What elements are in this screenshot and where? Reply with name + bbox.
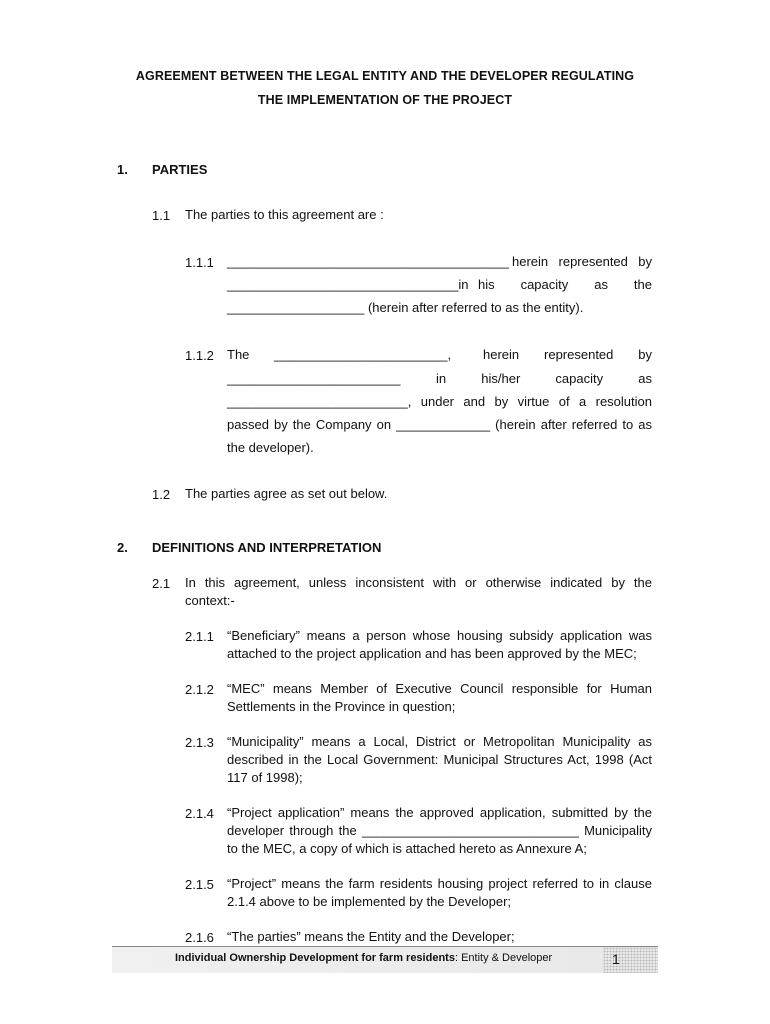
clause-1-1-1-number: 1.1.1: [185, 255, 214, 270]
clause-1-1-1-blank-2: ________________________________in: [227, 277, 469, 292]
clause-2-1-3-text-2: described in the Local Government: Municipal Structures Act, 1998 (Act: [227, 752, 652, 767]
section-1-heading: PARTIES: [152, 162, 208, 177]
clause-2-1-6-text-1: “The parties” means the Entity and the Developer;: [227, 929, 515, 944]
clause-2-1-3-text-1: “Municipality” means a Local, District or Metropolitan Municipality as: [227, 734, 652, 749]
clause-2-1-2-number: 2.1.2: [185, 682, 214, 697]
clause-1-1-2-blank-1: ________________________,: [274, 347, 452, 362]
clause-2-1-1-text-2: attached to the project application and has been approved by the MEC;: [227, 646, 637, 661]
clause-2-1-5-number: 2.1.5: [185, 877, 214, 892]
footer-title-bold: Individual Ownership Development for farm residents: [175, 952, 455, 964]
clause-1-2-number: 1.2: [152, 487, 171, 502]
clause-2-1-2-text-2: Settlements in the Province in question;: [227, 699, 456, 714]
clause-2-1-3-number: 2.1.3: [185, 735, 214, 750]
clause-2-1-4-text-1: “Project application” means the approved application, submitted by the: [227, 805, 652, 820]
section-2-heading: DEFINITIONS AND INTERPRETATION: [152, 540, 382, 555]
section-2-number: 2.: [117, 540, 128, 555]
document-title-line-1: AGREEMENT BETWEEN THE LEGAL ENTITY AND THE DEVELOPER REGULATING: [135, 69, 635, 83]
clause-2-1-2-text-1: “MEC” means Member of Executive Council responsible for Human: [227, 681, 652, 696]
clause-1-1-1-blank-1: _______________________________________: [227, 254, 509, 269]
section-1-number: 1.: [117, 162, 128, 177]
clause-2-1-4-text-2: developer through the ______________________________ Municipality: [227, 823, 652, 838]
clause-2-1-text-1: In this agreement, unless inconsistent with or otherwise indicated by the: [185, 575, 652, 590]
clause-1-1-2-text-1: herein represented by: [483, 347, 652, 362]
clause-2-1-3-text-3: 117 of 1998);: [227, 770, 303, 785]
clause-2-1-1-text-1: “Beneficiary” means a person whose housing subsidy application was: [227, 628, 652, 643]
document-title-line-2: THE IMPLEMENTATION OF THE PROJECT: [257, 93, 513, 107]
clause-1-1-2-text-4: passed by the Company on _____________ (herein after referred to as: [227, 417, 652, 432]
clause-2-1-5-text-2: 2.1.4 above to be implemented by the Developer;: [227, 894, 512, 909]
clause-1-2-text: The parties agree as set out below.: [185, 486, 388, 501]
clause-1-1-number: 1.1: [152, 208, 171, 223]
footer-title-rest: : Entity & Developer: [454, 952, 553, 964]
clause-1-1-1-text-3: ___________________ (herein after referred to as the entity).: [227, 300, 584, 315]
clause-2-1-text-2: context:-: [185, 593, 235, 608]
footer-title: [175, 952, 552, 964]
clause-2-1-4-number: 2.1.4: [185, 806, 214, 821]
clause-2-1-6-number: 2.1.6: [185, 930, 214, 945]
clause-2-1-number: 2.1: [152, 576, 171, 591]
clause-1-1-2-start: The: [227, 347, 250, 362]
clause-1-1-2-text-5: the developer).: [227, 440, 314, 455]
clause-1-1-2-number: 1.1.2: [185, 348, 214, 363]
clause-1-1-text: The parties to this agreement are :: [185, 207, 384, 222]
clause-1-1-2-blank-2: ________________________: [227, 371, 401, 386]
page-number: 1: [612, 951, 620, 967]
clause-2-1-1-number: 2.1.1: [185, 629, 214, 644]
clause-1-1-1-text-2: his capacity as the: [478, 277, 652, 292]
clause-2-1-4-text-3: to the MEC, a copy of which is attached hereto as Annexure A;: [227, 841, 587, 856]
clause-1-1-1-text-1: herein represented by: [512, 254, 652, 269]
clause-1-1-2-text-2: in his/her capacity as: [436, 371, 652, 386]
clause-1-1-2-text-3: _________________________, under and by virtue of a resolution: [227, 394, 652, 409]
clause-2-1-5-text-1: “Project” means the farm residents housing project referred to in clause: [227, 876, 652, 891]
